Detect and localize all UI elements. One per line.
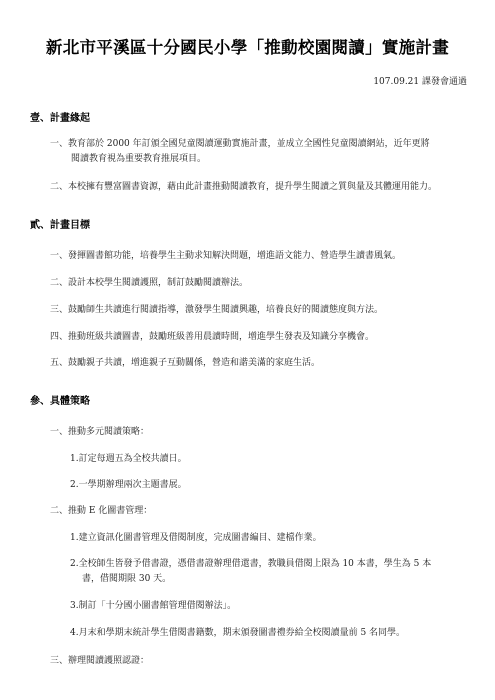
- list-item: 1.建立資訊化圖書管理及借閱制度，完成圖書編目、建檔作業。: [70, 533, 322, 543]
- list-item: 一、推動多元閱讀策略：: [50, 427, 150, 437]
- section-heading-origin: 壹、計畫緣起: [30, 113, 90, 124]
- list-item: [50, 137, 430, 167]
- approval-note: 107.09.21 課發會通過: [373, 77, 467, 87]
- list-item: 五、鼓勵親子共讀，增進親子互動關係，營造和諧美滿的家庭生活。: [50, 358, 321, 368]
- document-title: 新北市平溪區十分國民小學「推動校園閱讀」實施計畫: [45, 38, 450, 57]
- list-item-line: 2.全校師生皆發予借書證，憑借書證辦理借還書，教職員借閱上限為 10 本書，學生為 5 本: [70, 559, 432, 569]
- list-item: 三、辦理閱讀護照認證：: [50, 656, 150, 666]
- list-item: 二、推動 E 化圖書管理：: [50, 506, 153, 516]
- list-item-line: 閱讀教育視為重要教育推展項目。: [71, 154, 207, 164]
- list-item: 三、鼓勵師生共讀進行閱讀指導，激發學生閱讀興趣，培養良好的閱讀態度與方法。: [50, 305, 384, 315]
- section-heading-goals: 貳、計畫目標: [30, 220, 90, 231]
- list-item: 二、本校擁有豐富圖書資源，藉由此計畫推動閱讀教育，提升學生閱讀之質與量及其體運用能力。: [50, 182, 438, 192]
- list-item: [70, 557, 431, 587]
- list-item: 1.訂定每週五為全校共讀日。: [70, 454, 187, 464]
- list-item: 二、設計本校學生閱讀護照，制訂鼓勵閱讀辦法。: [50, 278, 249, 288]
- section-heading-strategies: 參、具體策略: [30, 396, 90, 407]
- list-item: 一、發揮圖書館功能，培養學生主動求知解決問題，增進語文能力、營造學生讀書風氣。: [50, 251, 402, 261]
- list-item: 2.一學期辦理兩次主題書展。: [70, 480, 187, 490]
- list-item-line: 書，借閱期限 30 天。: [82, 574, 172, 584]
- list-item: 3.制訂「十分國小圖書館管理借閱辦法」。: [70, 601, 237, 611]
- list-item: 4.月末和學期末統計學生借閱書籍數，期末頒發圖書禮券給全校閱讀量前 5 名同學。: [70, 628, 406, 638]
- list-item-line: 一、教育部於 2000 年訂頒全國兒童閱讀運動實施計畫，並成立全國性兒童閱讀網站，近年更將: [50, 139, 430, 149]
- list-item: 四、推動班級共讀圖書，鼓勵班級善用晨讀時間，增進學生發表及知識分享機會。: [50, 332, 375, 342]
